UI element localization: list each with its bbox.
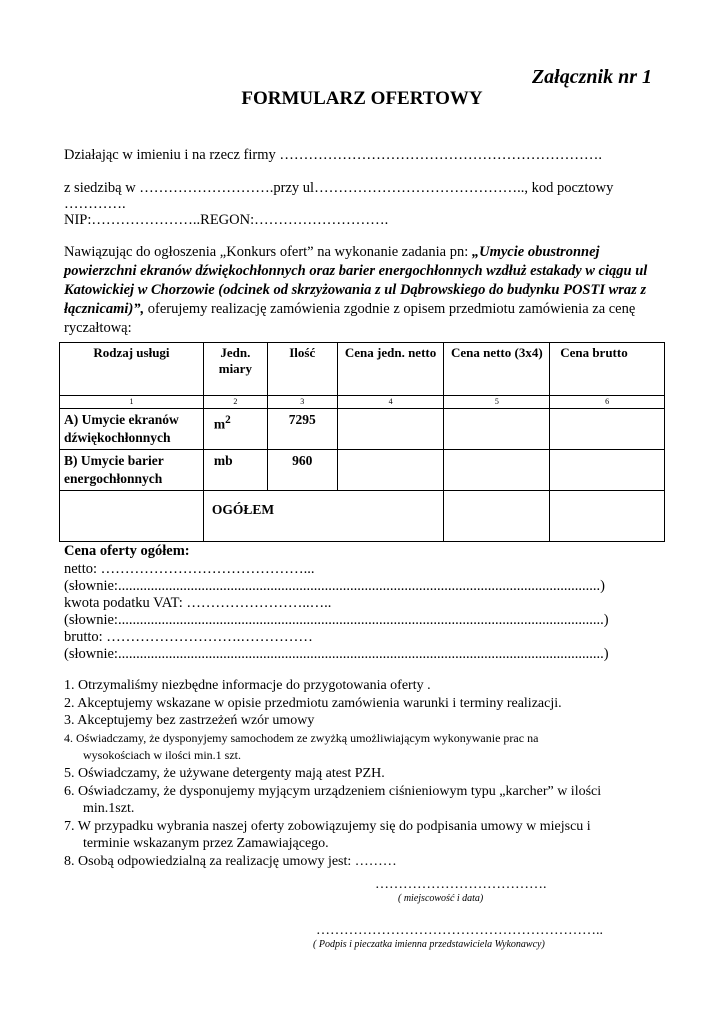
net-price-line: netto: ……………………………………... <box>64 561 315 577</box>
total-spacer-cell <box>60 491 204 542</box>
vat-line: kwota podatku VAT: ……………………..….. <box>64 595 332 611</box>
gross-price-cell[interactable] <box>550 409 665 450</box>
col-number: 6 <box>550 396 665 409</box>
total-label-cell: OGÓŁEM <box>203 491 444 542</box>
intro-paragraph <box>64 243 660 338</box>
task-name: „Umycie obustronnej powierzchni ekranów dźwiękochłonnych oraz barier energochłonnych wzdłuż estakady w ciągu ul Katowickiej w Chorzowie (odcinek od skrzyżowania z ul Dąbrowskiego do budynku POSTI wraz z łącznicami)”, <box>64 244 648 317</box>
gross-price-line: brutto: ……………………….…………… <box>64 629 313 645</box>
table-header-row <box>60 343 665 396</box>
signature-caption: ( Podpis i pieczatka imienna przedstawiciela Wykonawcy) <box>313 939 545 950</box>
col-number: 5 <box>444 396 550 409</box>
intro-plain: Nawiązując do ogłoszenia „Konkurs ofert” na wykonanie zadania pn: <box>64 244 472 260</box>
qty-cell: 7295 <box>267 409 337 450</box>
vat-words-line: (słownie:......................................................................................................................................) <box>64 612 609 628</box>
net-price-cell[interactable] <box>444 450 550 491</box>
unit-price-cell[interactable] <box>337 409 444 450</box>
place-date-dots: ………………………………. <box>375 877 547 892</box>
total-gross-cell[interactable] <box>550 491 665 542</box>
unit-cell <box>203 409 267 450</box>
col-number: 2 <box>203 396 267 409</box>
list-item-continuation: wysokościach w ilości min.1 szt. <box>83 748 241 763</box>
col-number: 4 <box>337 396 444 409</box>
net-words-line: (słownie:.....................................................................................................................................) <box>64 578 605 594</box>
list-item: 7. W przypadku wybrania naszej oferty zobowiązujemy się do podpisania umowy w miejscu i <box>64 818 591 834</box>
price-heading: Cena oferty ogółem: <box>64 543 190 559</box>
company-name-line: Działając w imieniu i na rzecz firmy …………………………………………………………. <box>64 147 603 163</box>
table-total-row <box>60 491 665 542</box>
service-cell: B) Umycie barier energochłonnych <box>60 450 204 491</box>
list-item: 5. Oświadczamy, że używane detergenty mają atest PZH. <box>64 765 385 781</box>
intro-tail: oferujemy realizację zamówienia zgodnie z opisem przedmiotu zamówienia za cenę ryczałtową: <box>64 301 636 336</box>
declarations-list <box>64 677 601 871</box>
col-number: 3 <box>267 396 337 409</box>
header-gross-price: Cena brutto <box>550 343 665 396</box>
service-cell: A) Umycie ekranów dźwiękochłonnych <box>60 409 204 450</box>
postal-code-line: …………. <box>64 196 126 212</box>
list-item: 2. Akceptujemy wskazane w opisie przedmiotu zamówienia warunki i terminy realizacji. <box>64 695 562 711</box>
page-title: FORMULARZ OFERTOWY <box>241 88 483 109</box>
signature-dots: …………………………………………………….. <box>316 923 603 938</box>
qty-cell: 960 <box>267 450 337 491</box>
gross-words-line: (słownie:......................................................................................................................................) <box>64 646 609 662</box>
table-row <box>60 409 665 450</box>
company-address-line: z siedzibą w ……………………….przy ul…………………………………….., kod pocztowy <box>64 180 614 196</box>
list-item: 3. Akceptujemy bez zastrzeżeń wzór umowy <box>64 713 315 729</box>
header-unit: Jedn. miary <box>203 343 267 396</box>
header-service: Rodzaj usługi <box>60 343 204 396</box>
unit-cell: mb <box>203 450 267 491</box>
header-unit-price: Cena jedn. netto <box>337 343 444 396</box>
list-item: 6. Oświadczamy, że dysponujemy myjącym urządzeniem ciśnieniowym typu „karcher” w ilości <box>64 783 602 799</box>
table-row <box>60 450 665 491</box>
nip-regon-line: NIP:…………………..REGON:………………………. <box>64 212 389 228</box>
table-number-row <box>60 396 665 409</box>
col-number: 1 <box>60 396 204 409</box>
list-item: 1. Otrzymaliśmy niezbędne informacje do przygotowania oferty . <box>64 678 431 693</box>
list-item-continuation: min.1szt. <box>83 801 135 817</box>
list-item: 8. Osobą odpowiedzialną za realizację umowy jest: ……… <box>64 853 397 869</box>
offer-table <box>59 342 665 542</box>
place-date-caption: ( miejscowość i data) <box>398 893 484 904</box>
list-item-continuation: terminie wskazanym przez Zamawiającego. <box>83 836 329 852</box>
unit-superscript: 2 <box>225 414 231 426</box>
header-net-price: Cena netto (3x4) <box>444 343 550 396</box>
list-item: 4. Oświadczamy, że dysponyjemy samochodem ze zwyżką umożliwiającym wykonywanie prac na <box>64 730 539 745</box>
annex-label: Załącznik nr 1 <box>531 66 652 88</box>
header-qty: Ilość <box>267 343 337 396</box>
unit-price-cell[interactable] <box>337 450 444 491</box>
total-net-cell[interactable] <box>444 491 550 542</box>
net-price-cell[interactable] <box>444 409 550 450</box>
unit-text: m <box>213 416 226 432</box>
gross-price-cell[interactable] <box>550 450 665 491</box>
